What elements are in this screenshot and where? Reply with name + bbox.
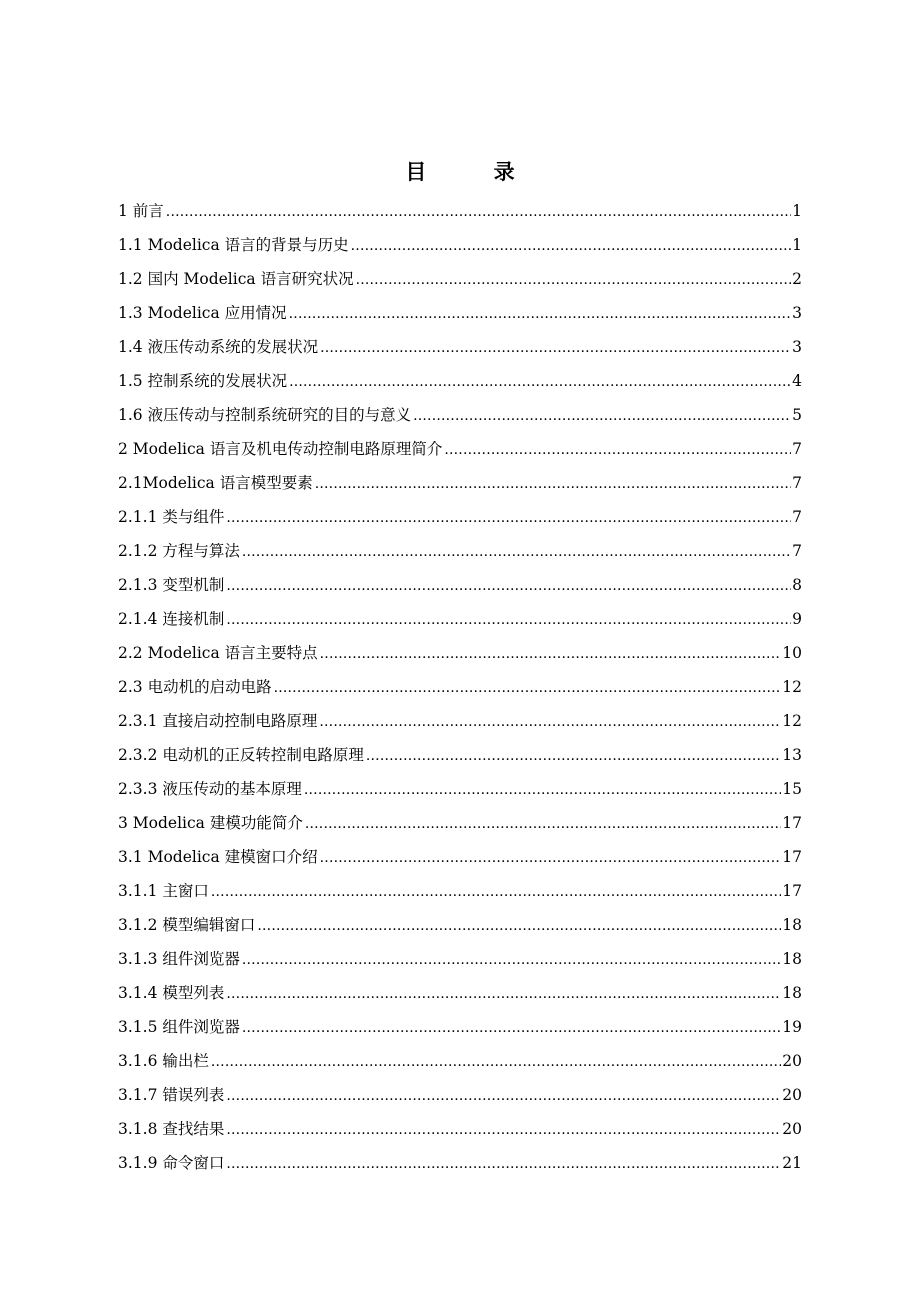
toc-dot-leader bbox=[413, 399, 791, 433]
toc-entry-label: 2 Modelica 语言及机电传动控制电路原理简介 bbox=[118, 440, 443, 458]
toc-entry-label: 2.1.2 方程与算法 bbox=[118, 542, 240, 560]
toc-entry[interactable] bbox=[118, 670, 802, 704]
toc-dot-leader bbox=[226, 603, 791, 637]
toc-entry-label: 3.1.8 查找结果 bbox=[118, 1120, 225, 1138]
toc-dot-leader bbox=[242, 943, 781, 977]
toc-dot-leader bbox=[320, 637, 782, 671]
toc-entry[interactable] bbox=[118, 1010, 802, 1044]
toc-entry-page-number: 8 bbox=[792, 576, 802, 594]
toc-entry-label: 1.2 国内 Modelica 语言研究状况 bbox=[118, 270, 354, 288]
toc-entry[interactable] bbox=[118, 330, 802, 364]
toc-dot-leader bbox=[211, 875, 781, 909]
toc-entry-page-number: 15 bbox=[782, 780, 802, 798]
toc-entry[interactable] bbox=[118, 636, 802, 670]
toc-dot-leader bbox=[226, 1147, 781, 1181]
toc-dot-leader bbox=[211, 1045, 781, 1079]
toc-entry-page-number: 4 bbox=[792, 372, 802, 390]
toc-dot-leader bbox=[315, 467, 791, 501]
toc-entry-page-number: 20 bbox=[782, 1052, 802, 1070]
toc-dot-leader bbox=[356, 263, 792, 297]
toc-entry-label: 2.1Modelica 语言模型要素 bbox=[118, 474, 313, 492]
toc-entry-label: 2.2 Modelica 语言主要特点 bbox=[118, 644, 318, 662]
toc-entry-label: 3.1.5 组件浏览器 bbox=[118, 1018, 240, 1036]
toc-entry-label: 3 Modelica 建模功能简介 bbox=[118, 814, 303, 832]
toc-title: 目 录 bbox=[405, 159, 545, 184]
toc-dot-leader bbox=[226, 501, 791, 535]
toc-dot-leader bbox=[366, 739, 781, 773]
toc-dot-leader bbox=[166, 195, 791, 229]
toc-entry-page-number: 9 bbox=[792, 610, 802, 628]
toc-entry[interactable] bbox=[118, 1044, 802, 1078]
toc-entry-label: 1.5 控制系统的发展状况 bbox=[118, 372, 288, 390]
toc-entry-label: 2.1.1 类与组件 bbox=[118, 508, 225, 526]
toc-entry-label: 3.1.3 组件浏览器 bbox=[118, 950, 240, 968]
toc-entry-label: 3.1.2 模型编辑窗口 bbox=[118, 916, 256, 934]
toc-entry[interactable] bbox=[118, 364, 802, 398]
toc-dot-leader bbox=[242, 1011, 781, 1045]
toc-entry-label: 1.6 液压传动与控制系统研究的目的与意义 bbox=[118, 406, 412, 424]
toc-entry-page-number: 20 bbox=[782, 1086, 802, 1104]
toc-entry-page-number: 2 bbox=[792, 270, 802, 288]
toc-entry-page-number: 12 bbox=[782, 712, 802, 730]
toc-entry[interactable] bbox=[118, 194, 802, 228]
toc-dot-leader bbox=[257, 909, 781, 943]
toc-dot-leader bbox=[319, 705, 781, 739]
toc-entry[interactable] bbox=[118, 602, 802, 636]
toc-dot-leader bbox=[289, 365, 791, 399]
toc-entry-label: 3.1.7 错误列表 bbox=[118, 1086, 225, 1104]
toc-entry[interactable] bbox=[118, 466, 802, 500]
toc-entry-label: 1.4 液压传动系统的发展状况 bbox=[118, 338, 319, 356]
toc-entry-page-number: 18 bbox=[782, 950, 802, 968]
toc-entry[interactable] bbox=[118, 806, 802, 840]
toc-entry[interactable] bbox=[118, 772, 802, 806]
toc-entry-page-number: 21 bbox=[782, 1154, 802, 1172]
toc-dot-leader bbox=[304, 773, 781, 807]
toc-entry-page-number: 1 bbox=[792, 202, 802, 220]
toc-entry-label: 2.1.3 变型机制 bbox=[118, 576, 225, 594]
toc-entry-page-number: 3 bbox=[792, 304, 802, 322]
toc-entry-label: 2.1.4 连接机制 bbox=[118, 610, 225, 628]
toc-entry-page-number: 17 bbox=[782, 882, 802, 900]
toc-dot-leader bbox=[226, 1113, 781, 1147]
toc-entry[interactable] bbox=[118, 534, 802, 568]
toc-dot-leader bbox=[351, 229, 791, 263]
toc-entry[interactable] bbox=[118, 568, 802, 602]
toc-dot-leader bbox=[226, 1079, 781, 1113]
toc-entry-label: 2.3 电动机的启动电路 bbox=[118, 678, 272, 696]
toc-entry[interactable] bbox=[118, 738, 802, 772]
toc-entry[interactable] bbox=[118, 1146, 802, 1180]
toc-entry-page-number: 10 bbox=[782, 644, 802, 662]
toc-entry-page-number: 20 bbox=[782, 1120, 802, 1138]
toc-entry-label: 3.1.6 输出栏 bbox=[118, 1052, 209, 1070]
toc-dot-leader bbox=[242, 535, 791, 569]
toc-entry-label: 1.3 Modelica 应用情况 bbox=[118, 304, 287, 322]
toc-entry-page-number: 18 bbox=[782, 984, 802, 1002]
toc-entry[interactable] bbox=[118, 874, 802, 908]
toc-entry[interactable] bbox=[118, 500, 802, 534]
toc-dot-leader bbox=[289, 297, 791, 331]
toc-list bbox=[118, 194, 802, 1180]
toc-entry[interactable] bbox=[118, 942, 802, 976]
toc-entry[interactable] bbox=[118, 1078, 802, 1112]
toc-entry-page-number: 17 bbox=[782, 814, 802, 832]
toc-entry-page-number: 7 bbox=[792, 440, 802, 458]
toc-entry[interactable] bbox=[118, 296, 802, 330]
toc-entry-label: 3.1 Modelica 建模窗口介绍 bbox=[118, 848, 318, 866]
toc-entry[interactable] bbox=[118, 432, 802, 466]
toc-entry[interactable] bbox=[118, 840, 802, 874]
toc-dot-leader bbox=[320, 841, 782, 875]
toc-dot-leader bbox=[274, 671, 782, 705]
toc-entry-label: 1.1 Modelica 语言的背景与历史 bbox=[118, 236, 349, 254]
toc-entry-label: 2.3.3 液压传动的基本原理 bbox=[118, 780, 302, 798]
toc-entry-page-number: 7 bbox=[792, 508, 802, 526]
toc-entry[interactable] bbox=[118, 228, 802, 262]
toc-dot-leader bbox=[305, 807, 781, 841]
toc-dot-leader bbox=[226, 977, 781, 1011]
toc-entry-label: 2.3.1 直接启动控制电路原理 bbox=[118, 712, 318, 730]
toc-entry-label: 3.1.9 命令窗口 bbox=[118, 1154, 225, 1172]
toc-entry-label: 3.1.4 模型列表 bbox=[118, 984, 225, 1002]
toc-entry[interactable] bbox=[118, 976, 802, 1010]
toc-entry-label: 1 前言 bbox=[118, 202, 164, 220]
toc-entry[interactable] bbox=[118, 704, 802, 738]
toc-entry-page-number: 1 bbox=[792, 236, 802, 254]
toc-entry-page-number: 17 bbox=[782, 848, 802, 866]
toc-entry-page-number: 18 bbox=[782, 916, 802, 934]
toc-entry[interactable] bbox=[118, 1112, 802, 1146]
toc-entry[interactable] bbox=[118, 908, 802, 942]
toc-dot-leader bbox=[320, 331, 791, 365]
toc-dot-leader bbox=[226, 569, 791, 603]
toc-entry-page-number: 19 bbox=[782, 1018, 802, 1036]
toc-entry-page-number: 3 bbox=[792, 338, 802, 356]
toc-entry[interactable] bbox=[118, 398, 802, 432]
toc-entry-page-number: 7 bbox=[792, 542, 802, 560]
toc-entry-label: 2.3.2 电动机的正反转控制电路原理 bbox=[118, 746, 364, 764]
toc-entry-page-number: 7 bbox=[792, 474, 802, 492]
toc-entry-label: 3.1.1 主窗口 bbox=[118, 882, 209, 900]
toc-entry-page-number: 13 bbox=[782, 746, 802, 764]
toc-entry-page-number: 5 bbox=[792, 406, 802, 424]
toc-entry-page-number: 12 bbox=[782, 678, 802, 696]
toc-entry[interactable] bbox=[118, 262, 802, 296]
toc-dot-leader bbox=[444, 433, 791, 467]
